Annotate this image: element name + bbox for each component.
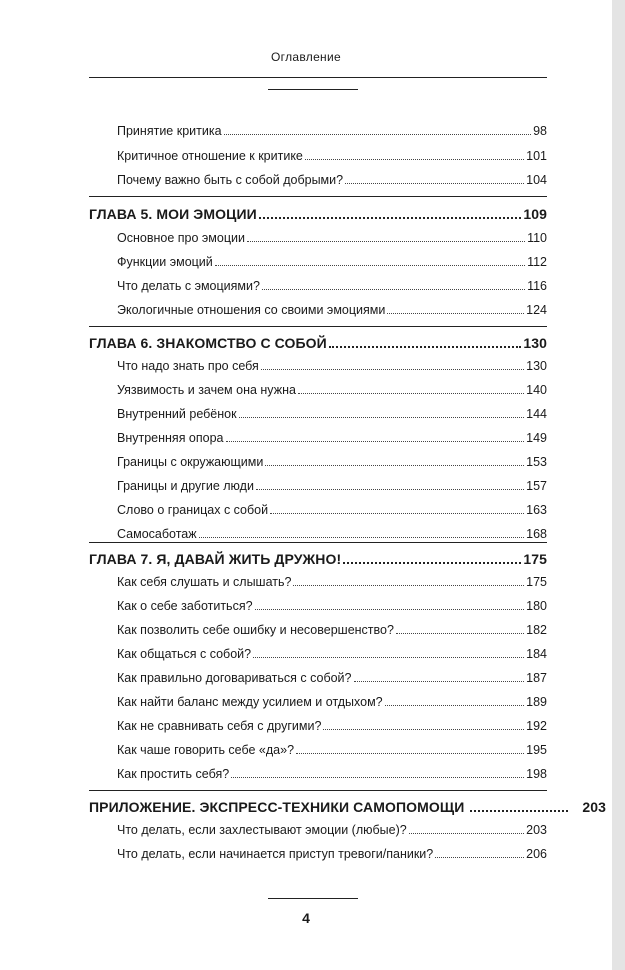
toc-page-number: 110	[527, 231, 547, 245]
toc-entry-row	[89, 574, 547, 590]
toc-entry-title: Экологичные отношения со своими эмоциями	[117, 303, 386, 317]
dot-leader	[265, 465, 524, 466]
toc-entry-row	[89, 742, 547, 758]
toc-page-number: 109	[523, 206, 547, 222]
toc-entry-title: Уязвимость и зачем она нужна	[117, 383, 296, 397]
toc-page-number: 140	[526, 383, 547, 397]
toc-entry-title: Принятие критика	[117, 124, 222, 138]
toc-chapter-title: ГЛАВА 5. МОИ ЭМОЦИИ	[89, 206, 257, 222]
toc-page-number: 198	[526, 767, 547, 781]
toc-entry-title: Как чаше говорить себе «да»?	[117, 743, 295, 757]
toc-page-number: 101	[526, 149, 547, 163]
toc-entry-row	[89, 172, 547, 188]
dot-leader	[343, 562, 521, 564]
dot-leader	[385, 705, 525, 706]
page-number: 4	[302, 910, 310, 926]
toc-page-number: 175	[523, 551, 547, 567]
dot-leader	[259, 217, 522, 219]
toc-entry-title: Как найти баланс между усилием и отдыхом?	[117, 695, 383, 709]
toc-page-number: 192	[526, 719, 547, 733]
toc-entry-row	[89, 254, 547, 270]
toc-entry-row	[89, 822, 547, 838]
toc-entry-row	[89, 358, 547, 374]
chapter-separator-line	[89, 542, 547, 543]
toc-entry-title: Внутренняя опора	[117, 431, 224, 445]
dot-leader	[247, 241, 525, 242]
dot-leader	[255, 609, 525, 610]
toc-entry-title: Критичное отношение к критике	[117, 149, 303, 163]
dot-leader	[253, 657, 524, 658]
dot-leader	[270, 513, 524, 514]
toc-page-number: 98	[533, 124, 547, 138]
toc-page-number: 163	[526, 503, 547, 517]
toc-page-number: 144	[526, 407, 547, 421]
toc-entry-row	[89, 622, 547, 638]
dot-leader	[298, 393, 524, 394]
toc-entry-title: Как простить себя?	[117, 767, 230, 781]
dot-leader	[387, 313, 524, 314]
toc-chapter-row	[89, 334, 547, 352]
toc-entry-title: Самосаботаж	[117, 527, 197, 541]
chapter-separator-line	[89, 326, 547, 327]
toc-entry-title: Как общаться с собой?	[117, 647, 252, 661]
toc-chapter-row	[89, 798, 607, 816]
toc-entry-title: Внутренний ребёнок	[117, 407, 237, 421]
dot-leader	[396, 633, 524, 634]
dot-leader	[231, 777, 524, 778]
toc-page-number: 189	[526, 695, 547, 709]
toc-entry-row	[89, 766, 547, 782]
toc-page-number: 180	[526, 599, 547, 613]
toc-entry-row	[89, 302, 547, 318]
toc-entry-title: Как позволить себе ошибку и несовершенство?	[117, 623, 394, 637]
dot-leader	[296, 753, 524, 754]
toc-entry-title: Как о себе заботиться?	[117, 599, 253, 613]
dot-leader	[293, 585, 524, 586]
toc-entry-row	[89, 502, 547, 518]
dot-leader	[409, 833, 524, 834]
dot-leader	[224, 134, 532, 135]
toc-page-number: 153	[526, 455, 547, 469]
dot-leader	[262, 289, 525, 290]
toc-entry-row	[89, 478, 547, 494]
toc-page-number: 203	[582, 799, 607, 815]
toc-page-number: 187	[526, 671, 547, 685]
toc-page-number: 116	[527, 279, 547, 293]
toc-chapter-row	[89, 205, 547, 223]
running-header: Оглавление	[271, 50, 341, 64]
toc-entry-title: Как правильно договариваться с собой?	[117, 671, 352, 685]
toc-entry-row	[89, 382, 547, 398]
toc-entry-row	[89, 598, 547, 614]
toc-entry-title: Что делать с эмоциями?	[117, 279, 260, 293]
toc-page-number: 149	[526, 431, 547, 445]
toc-page-number: 112	[527, 255, 547, 269]
toc-chapter-row	[89, 550, 547, 568]
toc-entry-title: Как себя слушать и слышать?	[117, 575, 292, 589]
toc-entry-row	[89, 230, 547, 246]
toc-page-number: 203	[526, 823, 547, 837]
toc-entry-row	[89, 278, 547, 294]
dot-leader	[305, 159, 524, 160]
toc-entry-title: Как не сравнивать себя с другими?	[117, 719, 322, 733]
dot-leader	[226, 441, 525, 442]
toc-chapter-title: ПРИЛОЖЕНИЕ. ЭКСПРЕСС-ТЕХНИКИ САМОПОМОЩИ	[89, 799, 465, 815]
toc-entry-row	[89, 846, 547, 862]
dot-leader	[329, 346, 522, 348]
dot-leader	[354, 681, 525, 682]
toc-entry-row	[89, 694, 547, 710]
toc-chapter-title: ГЛАВА 7. Я, ДАВАЙ ЖИТЬ ДРУЖНО!	[89, 551, 342, 567]
toc-page-number: 206	[526, 847, 547, 861]
chapter-separator-line	[89, 790, 547, 791]
toc-page-number: 195	[526, 743, 547, 757]
toc-entry-title: Что делать, если захлестывают эмоции (любые)?	[117, 823, 407, 837]
toc-entry-row	[89, 406, 547, 422]
toc-page-number: 124	[526, 303, 547, 317]
dot-leader	[239, 417, 525, 418]
dot-leader	[435, 857, 524, 858]
toc-entry-title: Границы с окружающими	[117, 455, 264, 469]
toc-entry-title: Слово о границах с собой	[117, 503, 269, 517]
toc-page-number: 168	[526, 527, 547, 541]
toc-page-number: 182	[526, 623, 547, 637]
dot-leader	[199, 537, 525, 538]
toc-page-number: 104	[526, 173, 547, 187]
toc-entry-row	[89, 646, 547, 662]
dot-leader	[256, 489, 524, 490]
dot-leader	[215, 265, 525, 266]
toc-entry-title: Что делать, если начинается приступ тревоги/паники?	[117, 847, 434, 861]
toc-entry-title: Что надо знать про себя	[117, 359, 259, 373]
toc-entry-row	[89, 454, 547, 470]
toc-page-number: 184	[526, 647, 547, 661]
toc-entry-row	[89, 123, 547, 139]
toc-entry-row	[89, 670, 547, 686]
footer-rule	[268, 898, 358, 899]
toc-entry-row	[89, 148, 547, 164]
toc-page-number: 130	[526, 359, 547, 373]
toc-entry-row	[89, 718, 547, 734]
toc-page-number: 157	[526, 479, 547, 493]
toc-entry-title: Границы и другие люди	[117, 479, 254, 493]
toc-entry-title: Почему важно быть с собой добрыми?	[117, 173, 344, 187]
dot-leader	[261, 369, 524, 370]
toc-entry-row	[89, 526, 547, 542]
toc-entry-title: Функции эмоций	[117, 255, 213, 269]
toc-chapter-title: ГЛАВА 6. ЗНАКОМСТВО С СОБОЙ	[89, 335, 327, 351]
dot-leader	[470, 810, 568, 812]
toc-entry-row	[89, 430, 547, 446]
toc-entry-title: Основное про эмоции	[117, 231, 245, 245]
chapter-separator-line	[89, 196, 547, 197]
dot-leader	[345, 183, 524, 184]
toc-page-number: 130	[523, 335, 547, 351]
table-of-contents	[89, 0, 607, 970]
dot-leader	[323, 729, 524, 730]
toc-page-number: 175	[526, 575, 547, 589]
